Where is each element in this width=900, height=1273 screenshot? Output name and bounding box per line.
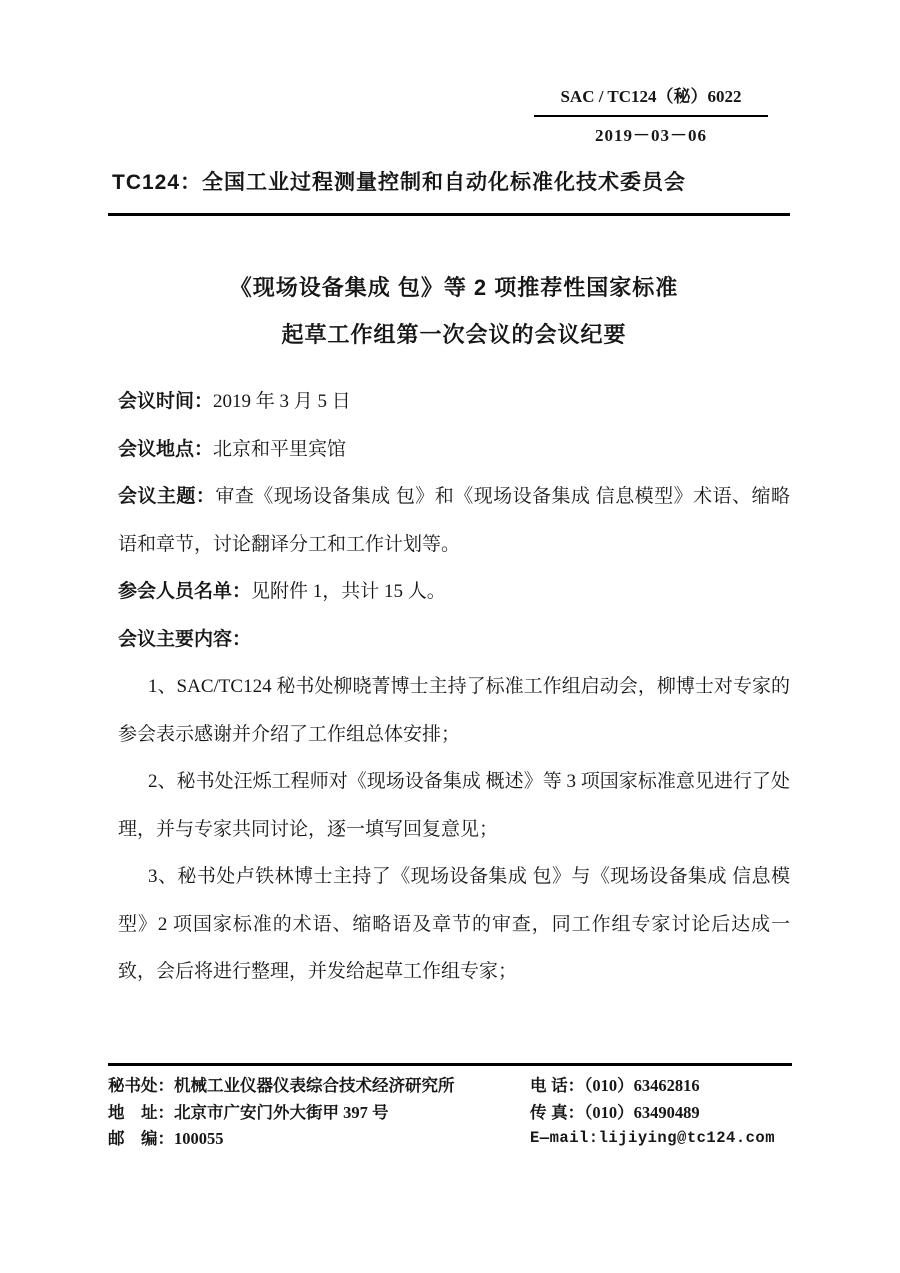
footer-phone [530,1073,792,1100]
footer-value: 100055 [174,1129,224,1148]
header-rule [108,213,790,216]
footer-value: （010）63490489 [584,1102,700,1122]
doc-number-block [534,86,768,147]
doc-date: 2019－03－06 [595,126,707,145]
meta-line-place [118,426,790,474]
body-paragraph-2: 2、秘书处汪烁工程师对《现场设备集成 概述》等 3 项国家标准意见进行了处理，并与专家共同讨论，逐一填写回复意见； [118,771,790,840]
title-line-1: 《现场设备集成 包》等 2 项推荐性国家标准 [229,275,679,300]
document-body [118,378,790,996]
meta-value: 审查《现场设备集成 包》和《现场设备集成 信息模型》术语、缩略语和章节，讨论翻译分工和工作计划等。 [118,486,790,555]
footer-right-column [530,1073,792,1153]
footer-label: 电 话： [530,1077,585,1095]
meta-label: 会议地点： [118,438,214,460]
meta-label: 会议主要内容： [118,628,252,650]
meta-label: 会议主题： [118,486,216,507]
meta-line-time [118,378,790,426]
meta-line-topic [118,473,790,568]
doc-number: SAC / TC124（秘）6022 [534,86,768,117]
body-paragraph-3: 3、秘书处卢铁林博士主持了《现场设备集成 包》与《现场设备集成 信息模型》2 项国家标准的术语、缩略语及章节的审查，同工作组专家讨论后达成一致，会后将进行整理，并发给起草工作组专家； [118,866,790,982]
footer-email: E—mail:lijiying@tc124.com [530,1129,776,1147]
footer-address [108,1100,528,1127]
footer-label: 传 真： [530,1103,585,1122]
footer [108,1063,792,1153]
body-paragraph-1: 1、SAC/TC124 秘书处柳晓菁博士主持了标准工作组启动会，柳博士对专家的参会表示感谢并介绍了工作组总体安排； [118,676,790,745]
meta-value: 北京和平里宾馆 [213,438,347,460]
footer-left-column [108,1073,528,1153]
footer-value: 机械工业仪器仪表综合技术经济研究所 [174,1076,455,1095]
meta-value: 2019 年 3 月 5 日 [213,391,351,412]
document-title [118,264,790,358]
meta-value: 见附件 1，共计 15 人。 [251,581,446,602]
footer-label: 邮 编： [108,1130,174,1148]
footer-value: 北京市广安门外大街甲 397 号 [174,1102,389,1122]
org-header: TC124：全国工业过程测量控制和自动化标准化技术委员会 [112,171,687,194]
footer-fax [530,1100,792,1127]
footer-postcode [108,1126,528,1153]
footer-secretariat [108,1073,528,1100]
footer-label: 秘书处： [108,1077,174,1095]
title-line-2: 起草工作组第一次会议的会议纪要 [281,322,627,347]
footer-value: （010）63462816 [584,1076,700,1095]
meta-line-attendees [118,568,790,616]
meta-line-main-content [118,616,790,664]
meta-label: 会议时间： [118,391,214,412]
meta-label: 参会人员名单： [118,581,252,602]
footer-label: 地 址： [108,1103,174,1122]
